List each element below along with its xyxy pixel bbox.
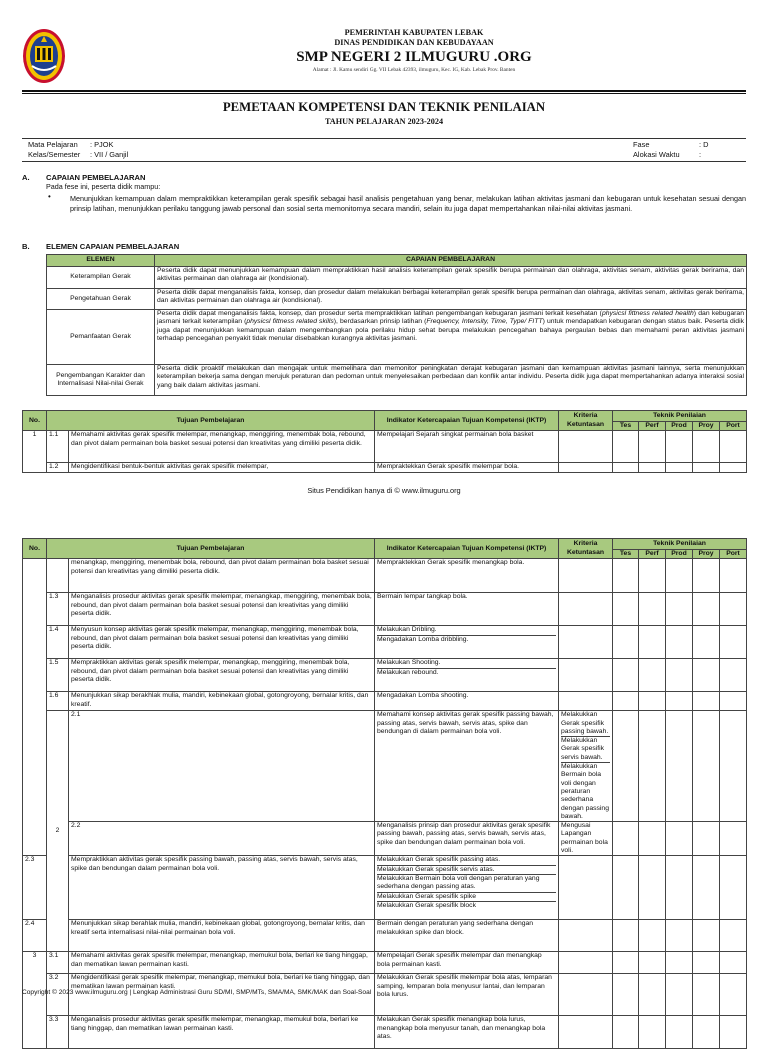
section-b-title: ELEMEN CAPAIAN PEMBELAJARAN (46, 242, 180, 251)
tp-code: 1.4 (47, 626, 69, 659)
table-row (23, 431, 747, 463)
tp-text: Memahami aktivitas gerak spesifik melempar, menangkap, menggiring, menembak bola, rebound, dan pivot dalam permainan bola basket sesuai potensi dan kreativitas yang dimiliki peserta didik. (69, 431, 375, 463)
kelas-value: : VII / Ganjil (90, 149, 129, 159)
teknik-col-header: Teknik Penilaian (613, 411, 747, 422)
elemen-cell: Pemanfaatan Gerak (47, 310, 155, 365)
letterhead-line-1: PEMERINTAH KABUPATEN LEBAK (344, 28, 484, 37)
table-row (23, 593, 747, 626)
alokasi-label: Alokasi Waktu (633, 149, 680, 159)
tp-code: 3.2 (47, 974, 69, 1016)
document-year: TAHUN PELAJARAN 2023-2024 (324, 117, 444, 126)
meta-rule-bottom (22, 161, 746, 162)
document-page-1 (0, 0, 768, 512)
iktp-line: Melakukkan Bermain bola voli dengan peraturan yang sederhana dengan passing atas. (377, 875, 556, 893)
tp-number: 2 (47, 711, 69, 952)
iktp-text: Mengadakan Lomba shooting. (375, 692, 559, 711)
document-page-2 (0, 512, 768, 1040)
tp-text: Mengidentifikasi bentuk-bentuk aktivitas gerak spesifik melempar, (69, 463, 375, 473)
iktp-text (375, 626, 559, 659)
iktp-line: Mengadakan Lomba dribbling. (377, 635, 469, 643)
iktp-text: Mengusai Lapangan permainan bola voli. (559, 822, 613, 856)
kriteria-col-header: Kriteria Ketuntasan (559, 539, 613, 559)
elemen-row (47, 310, 747, 365)
iktp-text: Melakukkan Gerak spesifik melempar bola atas, lemparan samping, lemparan bola menyusur lantai, dan lemparan bola lurus. (375, 974, 559, 1016)
iktp-text: Mempelajari Gerak spesifik melempar dan menangkap bola permainan kasti. (375, 952, 559, 974)
no-col-header: No. (23, 539, 47, 559)
tp-code: 2.3 (23, 856, 47, 920)
port-col-header: Port (720, 422, 747, 431)
proy-col-header: Proy (693, 550, 720, 559)
tp-text: Menganalisis prosedur aktivitas gerak spesifik melempar, menangkap, memukul bola, berlari ke tiang hinggap, dan mematikan lawan permainan kasti. (69, 1016, 375, 1049)
section-a-heading (22, 173, 145, 182)
tp-number-cont (23, 559, 47, 856)
elemen-col-header: ELEMEN (47, 255, 155, 267)
school-crest-icon (22, 28, 66, 84)
tp-code: 1.3 (47, 593, 69, 626)
elemen-cell: Keterampilan Gerak (47, 267, 155, 289)
tp-code: 1.6 (47, 692, 69, 711)
proy-col-header: Proy (693, 422, 720, 431)
elemen-row (47, 365, 747, 396)
tp-code: 2.2 (69, 822, 375, 856)
tujuan-col-header: Tujuan Pembelajaran (47, 411, 375, 431)
table-row (23, 1016, 747, 1049)
iktp-text: Bermain lempar tangkap bola. (375, 593, 559, 626)
section-a-intro: Pada fese ini, peserta didik mampu: (46, 182, 161, 191)
table-row (23, 952, 747, 974)
tes-col-header: Tes (613, 550, 639, 559)
tp-text: Memahami konsep aktivitas gerak spesifik passing bawah, passing atas, servis bawah, servis atas, spike dan bendungan di dalam permainan bola voli. (375, 711, 559, 822)
perf-col-header: Perf (639, 550, 666, 559)
copyright-footer: Copyright © 2023 www.ilmuguru.org | Lengkap Administrasi Guru SD/MI, SMP/MTs, SMA/MA, SMK/MAK dan Soal-Soal (22, 989, 372, 996)
elemen-cell: Pengembangan Karakter dan Internalisasi Nilai-nilai Gerak (47, 365, 155, 396)
iktp-line: Melakukan Dribling. (377, 626, 556, 635)
letterhead (22, 28, 746, 90)
letterhead-line-2: DINAS PENDIDIKAN DAN KEBUDAYAAN (334, 38, 494, 47)
section-a-title: CAPAIAN PEMBELAJARAN (46, 173, 146, 182)
table-row (23, 659, 747, 692)
capaian-cell: Peserta didik dapat menganalisis fakta, konsep, dan prosedur dalam melakukan berbagai keterampilan gerak spesifik berupa permainan dan olahraga, aktivitas senam, aktivitas gerak berirama, dan aktivitas permainan dan olahraga air (kondisional). (155, 289, 747, 310)
tp-code: 3.1 (47, 952, 69, 974)
iktp-col-header: Indikator Ketercapaian Tujuan Kompetensi (IKTP) (375, 539, 559, 559)
tes-col-header: Tes (613, 422, 639, 431)
iktp-line: Melakukkan Gerak spesifik spike (377, 893, 556, 902)
iktp-line: Melakukan rebound. (377, 668, 439, 676)
section-b-letter: B. (22, 242, 30, 251)
capaian-col-header: CAPAIAN PEMBELAJARAN (155, 255, 747, 267)
table-row (23, 626, 747, 659)
iktp-text: Bermain dengan peraturan yang sederhana dengan melakukkan spike dan block. (375, 920, 559, 952)
mapel-value: : PJOK (90, 140, 114, 149)
section-a-bullet-text: Menunjukkan kemampuan dalam mempraktikkan keterampilan gerak spesifik sebagai hasil analisis pengetahuan yang benar, melakukan latihan aktivitas jasmani dan kebugaran untuk kesehatan sesuai dengan prinsip latihan, menunjukkan perilaku tanggung jawab personal dan sosial serta memonitornya secara mandiri, selain itu juga dapat mempertahankan nilai-nilai aktivitas jasmani. (70, 194, 746, 213)
meta-rule-top (22, 138, 746, 139)
capaian-cell: Peserta didik proaktif melakukan dan mengajak untuk memelihara dan memonitor peningkatan derajat kebugaran jasmani dan kemampuan aktivitas jasmani lainnya, serta menunjukkan keterampilan bekerja sama dengan merujuk peraturan dan pedoman untuk menyelesaikan perbedaan dan konflik antar individu. Peserta didik juga dapat mempertahankan adanya interaksi sosial yang baik dalam aktivitas jasmani. (155, 365, 747, 396)
fase-label: Fase (633, 140, 650, 149)
alokasi-value: : (699, 149, 702, 159)
bullet-dot-icon: • (48, 192, 51, 201)
iktp-line: Melakukkan Gerak spesifik servis atas. (377, 866, 556, 875)
tp-text: menangkap, menggiring, menembak bola, rebound, dan pivot dalam permainan bola basket sesuai potensi dan kreativitas yang dimiliki peserta didik. (69, 559, 375, 593)
port-col-header: Port (720, 550, 747, 559)
tp-code: 1.2 (47, 463, 69, 473)
tp-text: Menganalisis prinsip dan prosedur aktivitas gerak spesifik passing bawah, passing atas, servis bawah, servis atas, spike dan bendungan dalam permainan bola voli. (375, 822, 559, 856)
teknik-col-header: Teknik Penilaian (613, 539, 747, 550)
capaian-cell: Peserta didik dapat menganalisis fakta, konsep, dan prosedur serta mempraktikkan latihan pengembangan kebugaran jasmani terkait kesehatan (physicsl fittness related health) dan kebugaran jasmani terkait keterampilan (physicsl fittness related skills), berdasarkan prinsip latihan (Frequency, Intensity, Time, Type/ FITT) untuk mendapatkan kebugaran dengan status baik. Peserta didik juga dapat menunjukkan kemampuan dalam mengembangkan pola perilaku hidup sehat berupa melakukan pencegahan bahaya pergaulan bebas dan memahami peran aktivitas jasmani terhadap pencegahan penyakit tidak menular disebabkan kurangnya aktivitas jasmani. (155, 310, 747, 365)
kriteria-col-header: Kriteria Ketuntasan (559, 411, 613, 431)
elemen-cell: Pengetahuan Gerak (47, 289, 155, 310)
table-row (23, 856, 747, 920)
table-row (23, 711, 747, 822)
elemen-row (47, 267, 747, 289)
tp-text: Menyusun konsep aktivitas gerak spesifik melempar, menangkap, menggiring, menembak bola, rebound, dan pivot dalam permainan bola basket sesuai potensi dan kreativitas yang dimiliki peserta didik. (69, 626, 375, 659)
school-address: Alamat : Jl. Kamu sendiri Gg. VII Lebak 42393, ilmuguru, Kec. IG, Kab. Lebak Prov. Banten (312, 67, 516, 73)
table-row (23, 559, 747, 593)
tp-text: Mengidentifikasi gerak spesifik melempar, menangkap, memukul bola, berlari ke tiang hinggap, dan mematikan lawan permainan kasti. (69, 974, 375, 1016)
section-a-letter: A. (22, 173, 30, 182)
prod-col-header: Prod (666, 550, 693, 559)
iktp-line: Melakukkan Gerak spesifik servis bawah. (561, 737, 610, 763)
tp-text: Menunjukkan sikap berakhlak mulia, mandiri, kebinekaan global, gotongroyong, bernalar kritis, dan kreatif. (69, 692, 375, 711)
iktp-text (559, 711, 613, 822)
tp-text: Mempraktikkan aktivitas gerak spesifik melempar, menangkap, menggiring, menembak bola, rebound, dan pivot dalam permainan bola basket sesuai potensi dan kreativitas yang dimiliki peserta didik. (69, 659, 375, 692)
iktp-line: Melakukkan Gerak spesifik passing bawah. (561, 711, 610, 737)
tujuan-col-header: Tujuan Pembelajaran (47, 539, 375, 559)
section-b-heading (22, 242, 179, 251)
tp-text: Menunjukkan sikap berahlak mulia, mandiri, kebinekaan global, gotongroyong, bernalar kritis, dan kreatif serta internalisasi nilai-nilai permainan bola voli. (69, 920, 375, 952)
school-name: SMP NEGERI 2 ILMUGURU .ORG (296, 49, 532, 65)
table-row (23, 463, 747, 473)
tp-table-1 (22, 410, 747, 473)
tp-code: 2.1 (69, 711, 375, 822)
tp-text: Menganalisis prosedur aktivitas gerak spesifik melempar, menangkap, menggiring, menembak bola, rebound, dan pivot dalam permainan bola basket sesuai potensi dan kreativitas yang dimiliki peserta didik. (69, 593, 375, 626)
tp-code: 3.3 (47, 1016, 69, 1049)
tp-code: 1.1 (47, 431, 69, 463)
iktp-text (375, 856, 559, 920)
tp-table-2 (22, 538, 747, 1049)
site-note: Situs Pendidikan hanya di © www.ilmuguru.org (307, 486, 461, 495)
table-row (23, 822, 747, 856)
iktp-line: Melakukkan Gerak spesifik passing atas. (377, 856, 556, 865)
table-row (23, 692, 747, 711)
iktp-text: Mempraktekkan Gerak spesifik melempar bola. (375, 463, 559, 473)
no-col-header: No. (23, 411, 47, 431)
prod-col-header: Prod (666, 422, 693, 431)
capaian-cell: Peserta didik dapat menunjukkan kemampuan dalam mempraktikkan hasil analisis keterampilan gerak spesifik berupa permainan dan olahraga, aktivitas senam, aktivitas gerak berirama, dan aktivitas permainan dan olahraga air (kondisional). (155, 267, 747, 289)
mapel-label: Mata Pelajaran (28, 140, 78, 149)
letterhead-rule-thin (22, 93, 746, 94)
elemen-capaian-table (46, 254, 747, 396)
iktp-text: Mempraktekkan Gerak spesifik menangkap bola. (375, 559, 559, 593)
letterhead-rule-thick (22, 90, 746, 92)
iktp-text: Melakukan Gerak spesifik menangkap bola lurus, menangkap bola menyusur tanah, dan menangkap bola atas. (375, 1016, 559, 1049)
iktp-line: Melakukkan Gerak spesifik block (377, 901, 476, 909)
iktp-text: Mempelajari Sejarah singkat permainan bola basket (375, 431, 559, 463)
iktp-line: Melakukan Shooting. (377, 659, 556, 668)
tp-code: 2.4 (23, 920, 47, 952)
perf-col-header: Perf (639, 422, 666, 431)
elemen-row (47, 289, 747, 310)
document-title: PEMETAAN KOMPETENSI DAN TEKNIK PENILAIAN (222, 100, 546, 114)
tp-text: Mempraktikkan aktivitas gerak spesifik passing bawah, passing atas, servis bawah, servis atas, spike dan bendungan dalam permainan bola voli. (69, 856, 375, 920)
fase-value: : D (699, 140, 709, 149)
tp-code: 1.5 (47, 659, 69, 692)
tp-text: Memahami aktivitas gerak spesifik melempar, menangkap, memukul bola, berlari ke tiang hinggap, dan mematikan lawan permainan kasti. (69, 952, 375, 974)
iktp-line: Melakukkan Bermain bola voli dengan peraturan sederhana dengan passing bawah. (561, 763, 609, 820)
iktp-text (375, 659, 559, 692)
iktp-col-header: Indikator Ketercapaian Tujuan Kompetensi (IKTP) (375, 411, 559, 431)
kelas-label: Kelas/Semester (28, 149, 81, 159)
tp-number: 3 (23, 952, 47, 1049)
table-row (23, 920, 747, 952)
tp-number: 1 (23, 431, 47, 473)
